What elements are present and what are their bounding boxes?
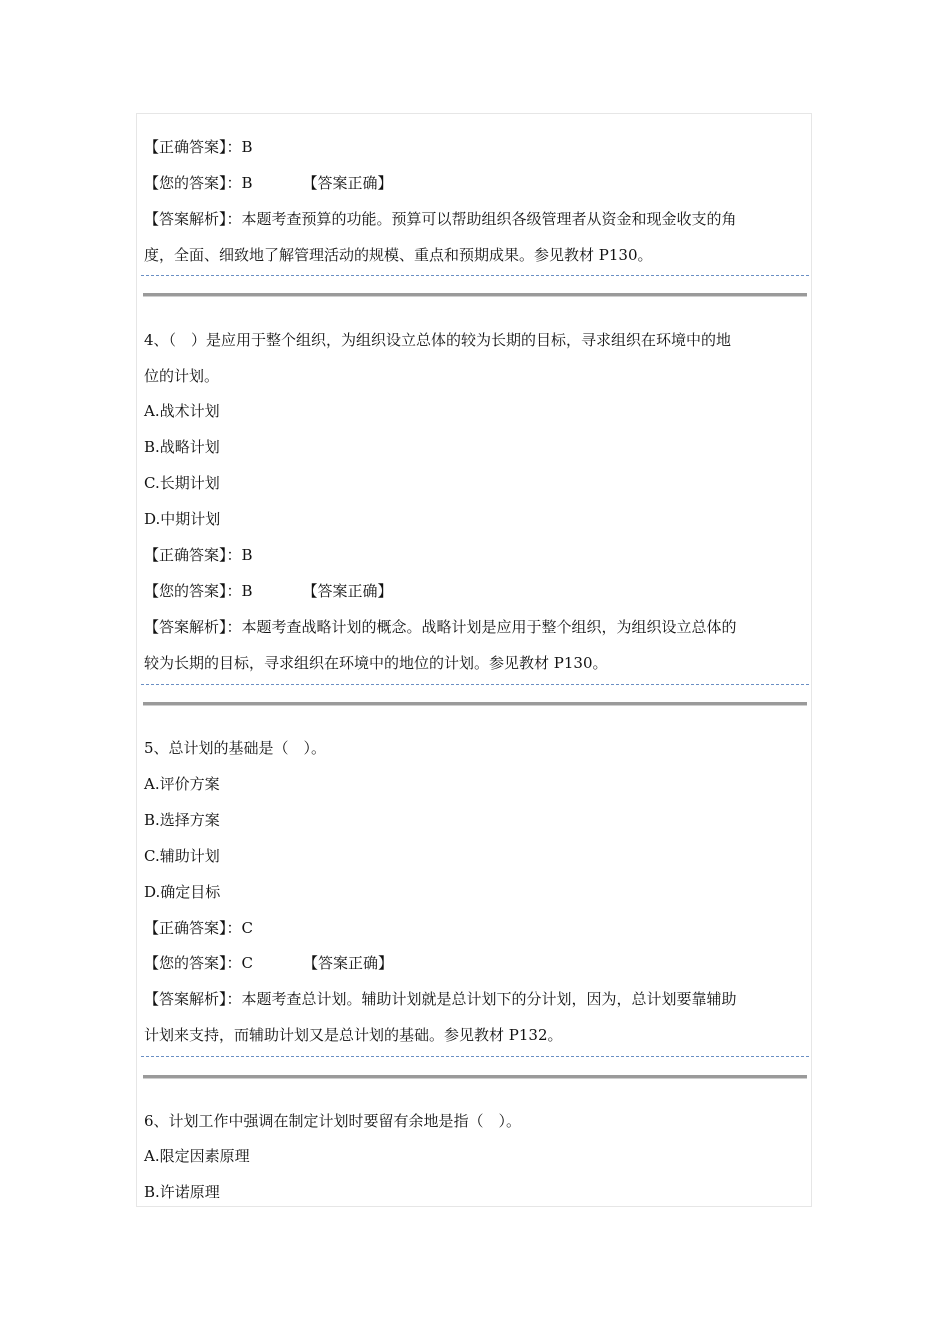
q5-option-d: D.确定目标 <box>144 883 221 901</box>
q6-option-a: A.限定因素原理 <box>144 1147 250 1165</box>
correct-label: 【正确答案】： <box>144 546 242 564</box>
correct-value: B <box>241 546 253 564</box>
q5-your-answer <box>144 953 393 973</box>
your-answer-value: C <box>241 954 253 972</box>
question-separator <box>143 1075 807 1079</box>
correct-value: C <box>241 919 253 937</box>
q5-option-c: C.辅助计划 <box>144 847 220 865</box>
q4-analysis <box>144 617 737 637</box>
correct-value: B <box>241 138 253 156</box>
q4-option-b: B.战略计划 <box>144 438 220 456</box>
q3-correct-answer <box>144 137 253 157</box>
q4-analysis-cont: 较为长期的目标，寻求组织在环境中的地位的计划。参见教材 P130。 <box>144 654 608 672</box>
q4-option-c: C.长期计划 <box>144 474 220 492</box>
answer-status: 【答案正确】 <box>302 582 393 600</box>
q4-stem: 4、（ ）是应用于整个组织，为组织设立总体的较为长期的目标，寻求组织在环境中的地 <box>144 331 732 349</box>
correct-label: 【正确答案】： <box>144 138 242 156</box>
analysis-text: 本题考查总计划。辅助计划就是总计划下的分计划，因为，总计划要靠辅助 <box>241 990 737 1008</box>
question-separator <box>143 702 807 706</box>
q5-analysis-cont: 计划来支持，而辅助计划又是总计划的基础。参见教材 P132。 <box>144 1026 563 1044</box>
your-answer-label: 【您的答案】： <box>144 582 242 600</box>
q6-option-b: B.许诺原理 <box>144 1183 220 1201</box>
your-answer-label: 【您的答案】： <box>144 954 242 972</box>
q5-stem: 5、总计划的基础是（ ）。 <box>144 739 327 757</box>
q5-option-b: B.选择方案 <box>144 811 220 829</box>
q5-option-a: A.评价方案 <box>144 775 220 793</box>
analysis-label: 【答案解析】： <box>144 210 242 228</box>
dashed-divider <box>141 684 809 685</box>
q4-option-a: A.战术计划 <box>144 402 220 420</box>
q4-option-d: D.中期计划 <box>144 510 221 528</box>
analysis-text: 本题考查战略计划的概念。战略计划是应用于整个组织，为组织设立总体的 <box>241 618 737 636</box>
q4-correct-answer <box>144 545 253 565</box>
analysis-text: 本题考查预算的功能。预算可以帮助组织各级管理者从资金和现金收支的角 <box>241 210 737 228</box>
dashed-divider <box>141 1056 809 1057</box>
your-answer-label: 【您的答案】： <box>144 174 242 192</box>
question-separator <box>143 293 807 297</box>
q5-correct-answer <box>144 918 253 938</box>
q3-analysis-cont: 度，全面、细致地了解管理活动的规模、重点和预期成果。参见教材 P130。 <box>144 246 653 264</box>
correct-label: 【正确答案】： <box>144 919 242 937</box>
answer-status: 【答案正确】 <box>303 954 394 972</box>
q3-analysis <box>144 209 737 229</box>
q3-your-answer <box>144 173 393 193</box>
q4-your-answer <box>144 581 393 601</box>
q6-stem: 6、计划工作中强调在制定计划时要留有余地是指（ ）。 <box>144 1112 522 1130</box>
q5-analysis <box>144 989 737 1009</box>
your-answer-value: B <box>241 174 253 192</box>
dashed-divider <box>141 275 809 276</box>
analysis-label: 【答案解析】： <box>144 990 242 1008</box>
your-answer-value: B <box>241 582 253 600</box>
analysis-label: 【答案解析】： <box>144 618 242 636</box>
q4-stem-cont: 位的计划。 <box>144 367 220 385</box>
answer-status: 【答案正确】 <box>302 174 393 192</box>
